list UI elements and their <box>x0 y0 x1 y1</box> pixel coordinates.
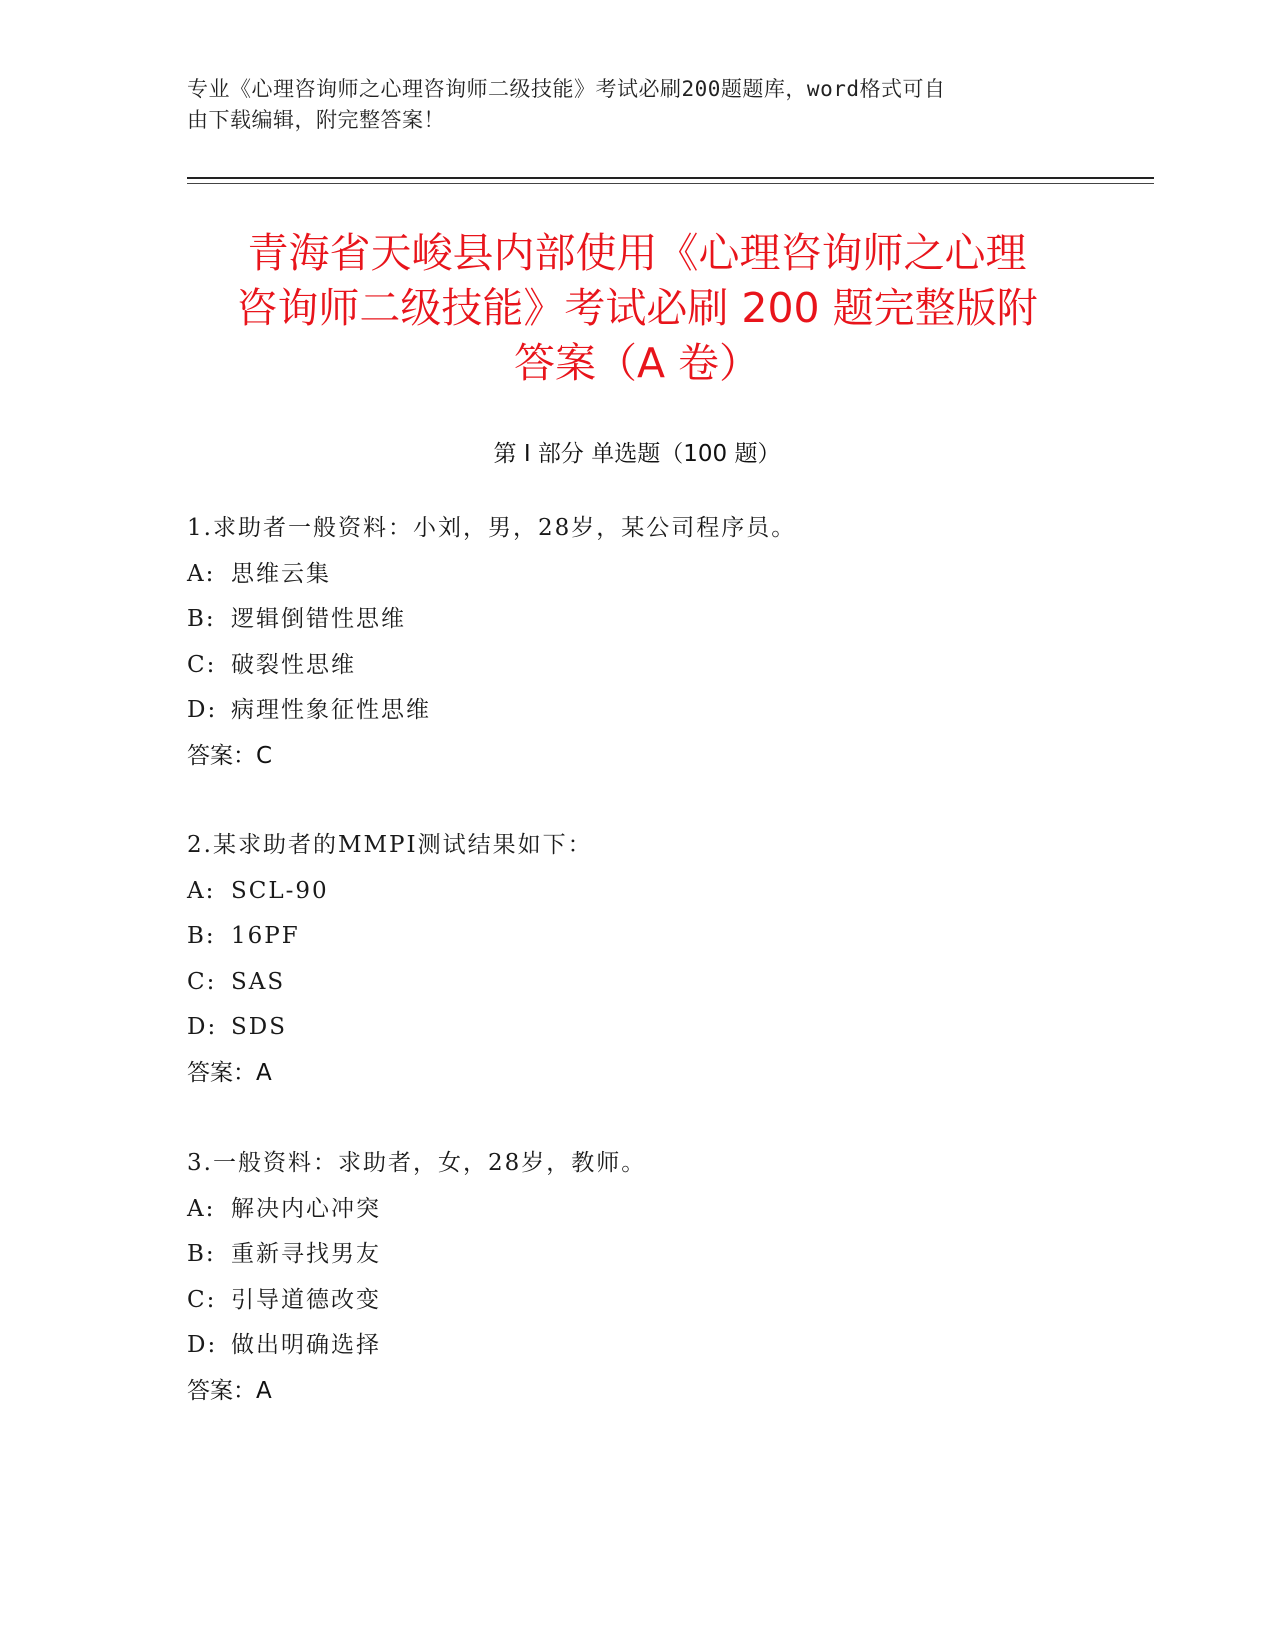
section-title: 第 I 部分 单选题（100 题） <box>493 441 781 467</box>
option-a <box>187 1187 1147 1233</box>
option-text: 16PF <box>231 923 300 949</box>
option-key: C: <box>187 1286 217 1313</box>
document-title-line-3: 答案（A 卷） <box>513 339 761 387</box>
option-text: 引导道德改变 <box>231 1286 381 1313</box>
question-stem: 1.求助者一般资料：小刘，男，28岁，某公司程序员。 <box>187 515 797 541</box>
option-text: 逻辑倒错性思维 <box>231 606 406 632</box>
option-key: B: <box>187 923 216 949</box>
document-title <box>187 226 1087 391</box>
option-d <box>187 1005 1147 1051</box>
option-key: D: <box>187 1332 218 1358</box>
document-title-line-1: 青海省天峻县内部使用《心理咨询师之心理 <box>247 229 1027 277</box>
option-text: SDS <box>231 1014 287 1040</box>
option-key: D: <box>187 1014 218 1040</box>
question-3 <box>187 1141 1147 1414</box>
option-text: 破裂性思维 <box>231 651 356 678</box>
option-c <box>187 960 1147 1006</box>
option-text: SCL-90 <box>231 877 329 904</box>
option-key: D: <box>187 697 218 723</box>
header-divider-thin <box>187 183 1154 184</box>
option-text: 做出明确选择 <box>231 1332 381 1358</box>
option-key: A: <box>187 1195 216 1222</box>
header-note <box>187 74 1067 136</box>
question-stem: 3.一般资料：求助者，女，28岁，教师。 <box>187 1150 647 1176</box>
option-text: 解决内心冲突 <box>231 1195 381 1222</box>
question-2 <box>187 823 1147 1096</box>
option-b <box>187 1232 1147 1278</box>
document-title-line-2: 咨询师二级技能》考试必刷 200 题完整版附 <box>236 284 1038 332</box>
option-b <box>187 914 1147 960</box>
header-note-line-2: 由下载编辑，附完整答案！ <box>187 108 445 132</box>
option-b <box>187 597 1147 643</box>
option-d <box>187 1323 1147 1369</box>
option-text: 重新寻找男友 <box>231 1241 381 1267</box>
option-text: 病理性象征性思维 <box>231 697 431 723</box>
option-a <box>187 869 1147 915</box>
option-c <box>187 643 1147 689</box>
question-stem: 2.某求助者的MMPI测试结果如下： <box>187 832 593 858</box>
answer-line: 答案：C <box>187 742 273 769</box>
option-key: A: <box>187 877 216 904</box>
question-1 <box>187 506 1147 779</box>
option-key: A: <box>187 560 216 587</box>
answer-line: 答案：A <box>187 1059 272 1086</box>
option-key: B: <box>187 606 216 632</box>
option-text: 思维云集 <box>231 560 331 587</box>
option-a <box>187 552 1147 598</box>
option-key: C: <box>187 968 217 995</box>
option-key: C: <box>187 651 217 678</box>
answer-line: 答案：A <box>187 1377 272 1404</box>
option-text: SAS <box>231 968 286 995</box>
header-note-line-1: 专业《心理咨询师之心理咨询师二级技能》考试必刷200题题库，word格式可自 <box>187 77 946 101</box>
option-c <box>187 1278 1147 1324</box>
header-divider-thick <box>187 177 1154 179</box>
option-d <box>187 688 1147 734</box>
option-key: B: <box>187 1241 216 1267</box>
